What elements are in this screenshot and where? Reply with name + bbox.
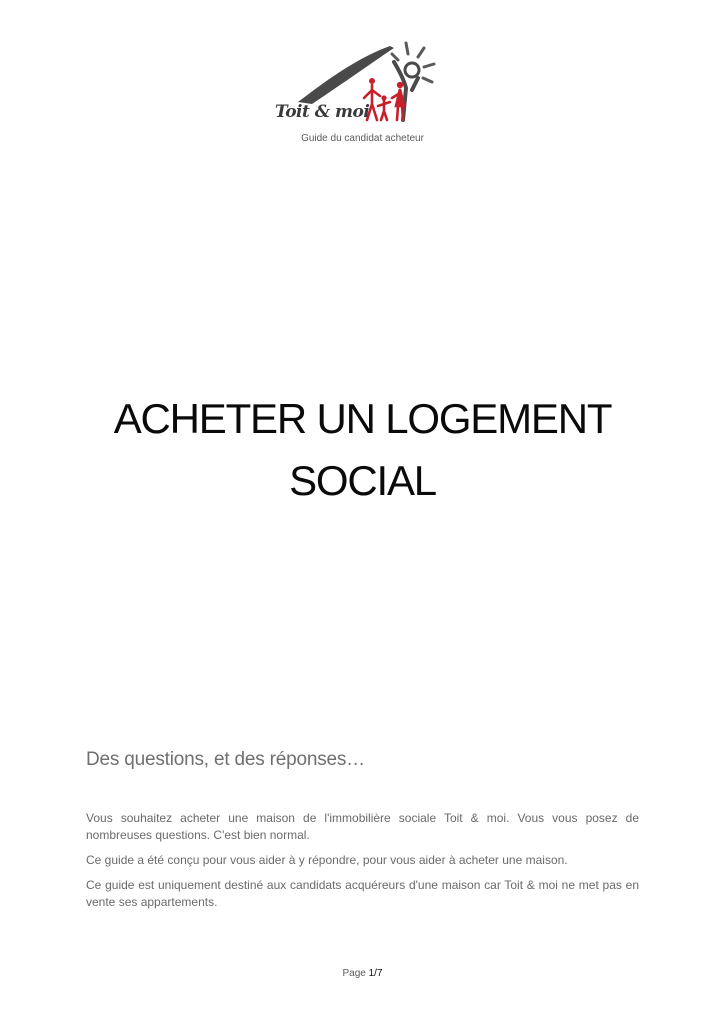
document-title [60,388,665,512]
page-label: Page [342,968,366,979]
family-figures-icon [364,78,404,120]
logo-tagline: Guide du candidat acheteur [301,133,424,144]
logo-wordmark: Toit & moi [275,102,370,122]
toit-et-moi-logo [272,40,450,130]
paragraph-scope: Ce guide est uniquement destiné aux candidats acquéreurs d'une maison car Toit & moi ne met pas en vente ses appartements. [86,878,639,909]
section-heading: Des questions, et des réponses… [86,749,365,770]
page-number: 1 [368,968,375,979]
sun-head-icon [405,63,419,77]
title-line-1: ACHETER UN LOGEMENT [113,395,612,442]
title-line-2: SOCIAL [289,457,436,504]
paragraph-purpose: Ce guide a été conçu pour vous aider à y répondre, pour vous aider à acheter une maison. [86,853,568,867]
page-footer [0,968,725,979]
paragraph-intro: Vous souhaitez acheter une maison de l'immobilière sociale Toit & moi. Vous vous posez de nombreuses questions. C'est bien normal. [86,811,639,842]
page-total: /7 [374,968,383,979]
